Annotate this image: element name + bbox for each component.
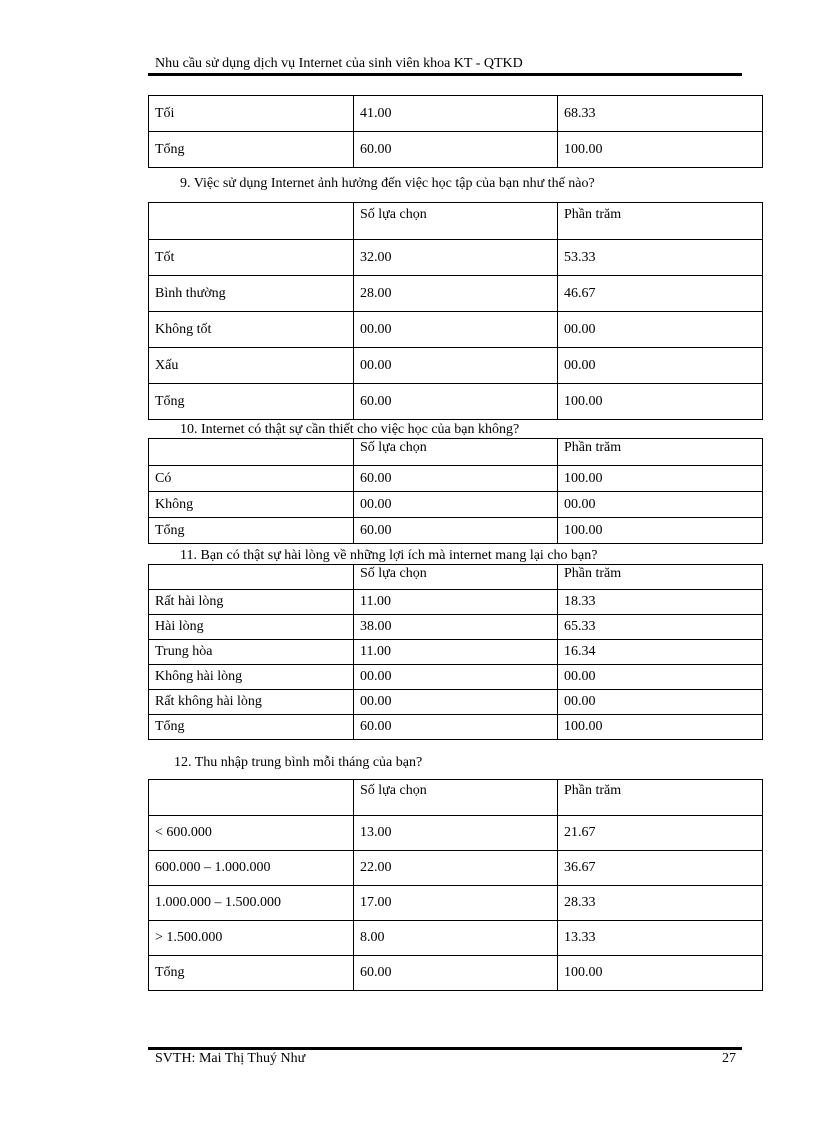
page-header-title: Nhu cầu sử dụng dịch vụ Internet của sinh viên khoa KT - QTKD [155, 56, 523, 71]
table-cell: 38.00 [354, 615, 558, 640]
table-cell: 60.00 [354, 466, 558, 492]
table-row [149, 348, 763, 384]
table-cell: Không [149, 492, 354, 518]
table-row [149, 590, 763, 615]
table-cell: 1.000.000 – 1.500.000 [149, 886, 354, 921]
table-row [149, 384, 763, 420]
table-cell: 100.00 [558, 715, 763, 740]
table-header-cell: Phần trăm [558, 780, 763, 816]
table-cell: Tốt [149, 240, 354, 276]
table-cell: 28.33 [558, 886, 763, 921]
table-cell: 00.00 [354, 665, 558, 690]
table-header-row [149, 203, 763, 240]
table-row [149, 851, 763, 886]
table-cell: 100.00 [558, 466, 763, 492]
table-header-cell: Phần trăm [558, 439, 763, 466]
table-cell: 00.00 [558, 665, 763, 690]
table-cell: 28.00 [354, 276, 558, 312]
table-row [149, 690, 763, 715]
page-number: 27 [722, 1051, 736, 1066]
table-cell: 11.00 [354, 590, 558, 615]
table-cell: 100.00 [558, 518, 763, 544]
table-cell: 60.00 [354, 956, 558, 991]
table-row [149, 816, 763, 851]
table-cell: 36.67 [558, 851, 763, 886]
table-cell: 11.00 [354, 640, 558, 665]
table-cell: Trung hòa [149, 640, 354, 665]
footer-divider [148, 1047, 742, 1050]
question-11: 11. Bạn có thật sự hài lòng về những lợi ích mà internet mang lại cho bạn? [180, 548, 598, 563]
table-cell: 13.00 [354, 816, 558, 851]
table-cell: 60.00 [354, 132, 558, 168]
table-cell: 22.00 [354, 851, 558, 886]
table-header-cell [149, 780, 354, 816]
table-row [149, 466, 763, 492]
table-header-cell [149, 565, 354, 590]
table-cell: 46.67 [558, 276, 763, 312]
table-cell: Có [149, 466, 354, 492]
table-cell: 00.00 [354, 690, 558, 715]
table-row [149, 615, 763, 640]
table-cell: 65.33 [558, 615, 763, 640]
footer-author: SVTH: Mai Thị Thuý Như [155, 1051, 306, 1066]
table-cell: 00.00 [558, 348, 763, 384]
table-row [149, 886, 763, 921]
table-row [149, 715, 763, 740]
table-row [149, 96, 763, 132]
table-cell: Xấu [149, 348, 354, 384]
header-divider [148, 73, 742, 76]
table-cell: Tối [149, 96, 354, 132]
table-header-row [149, 565, 763, 590]
table-header-cell [149, 439, 354, 466]
table-cell: 53.33 [558, 240, 763, 276]
table-cell: 00.00 [354, 312, 558, 348]
table-row [149, 312, 763, 348]
table-cell: 100.00 [558, 384, 763, 420]
table-cell: 60.00 [354, 384, 558, 420]
table-header-cell: Số lựa chọn [354, 439, 558, 466]
table-cell: 13.33 [558, 921, 763, 956]
table-cell: < 600.000 [149, 816, 354, 851]
table-header-cell: Phần trăm [558, 565, 763, 590]
table-cell: 16.34 [558, 640, 763, 665]
table-header-cell: Số lựa chọn [354, 780, 558, 816]
table-header-row [149, 439, 763, 466]
table-cell: Không tốt [149, 312, 354, 348]
table-cell: 21.67 [558, 816, 763, 851]
table-row [149, 240, 763, 276]
table-cell: Tổng [149, 956, 354, 991]
table-cell: 00.00 [354, 492, 558, 518]
question-12: 12. Thu nhập trung bình mỗi tháng của bạn? [174, 755, 423, 770]
table-cell: 00.00 [558, 690, 763, 715]
table-q10 [148, 438, 763, 544]
table-top-continuation [148, 95, 763, 168]
table-cell: Rất không hài lòng [149, 690, 354, 715]
table-row [149, 276, 763, 312]
table-q12 [148, 779, 763, 991]
table-cell: Tổng [149, 715, 354, 740]
table-cell: 100.00 [558, 956, 763, 991]
table-cell: 60.00 [354, 715, 558, 740]
table-row [149, 640, 763, 665]
table-cell: Tổng [149, 518, 354, 544]
table-header-cell: Số lựa chọn [354, 203, 558, 240]
table-row [149, 956, 763, 991]
table-row [149, 492, 763, 518]
table-cell: > 1.500.000 [149, 921, 354, 956]
table-cell: 00.00 [354, 348, 558, 384]
table-row [149, 665, 763, 690]
table-header-cell: Phần trăm [558, 203, 763, 240]
table-row [149, 518, 763, 544]
table-cell: Tổng [149, 384, 354, 420]
table-cell: Rất hài lòng [149, 590, 354, 615]
table-cell: Bình thường [149, 276, 354, 312]
table-cell: 100.00 [558, 132, 763, 168]
table-cell: 18.33 [558, 590, 763, 615]
table-cell: 8.00 [354, 921, 558, 956]
table-cell: 32.00 [354, 240, 558, 276]
table-q11 [148, 564, 763, 740]
table-cell: Hài lòng [149, 615, 354, 640]
table-cell: 600.000 – 1.000.000 [149, 851, 354, 886]
table-header-cell [149, 203, 354, 240]
table-row [149, 132, 763, 168]
table-q9 [148, 202, 763, 420]
table-cell: 00.00 [558, 312, 763, 348]
question-10: 10. Internet có thật sự cần thiết cho việc học của bạn không? [180, 422, 520, 437]
table-cell: 60.00 [354, 518, 558, 544]
table-cell: 00.00 [558, 492, 763, 518]
table-cell: 17.00 [354, 886, 558, 921]
table-row [149, 921, 763, 956]
question-9: 9. Việc sử dụng Internet ảnh hưởng đến việc học tập của bạn như thế nào? [180, 176, 595, 191]
table-cell: Tổng [149, 132, 354, 168]
table-cell: 41.00 [354, 96, 558, 132]
table-header-row [149, 780, 763, 816]
table-cell: 68.33 [558, 96, 763, 132]
table-cell: Không hài lòng [149, 665, 354, 690]
table-header-cell: Số lựa chọn [354, 565, 558, 590]
